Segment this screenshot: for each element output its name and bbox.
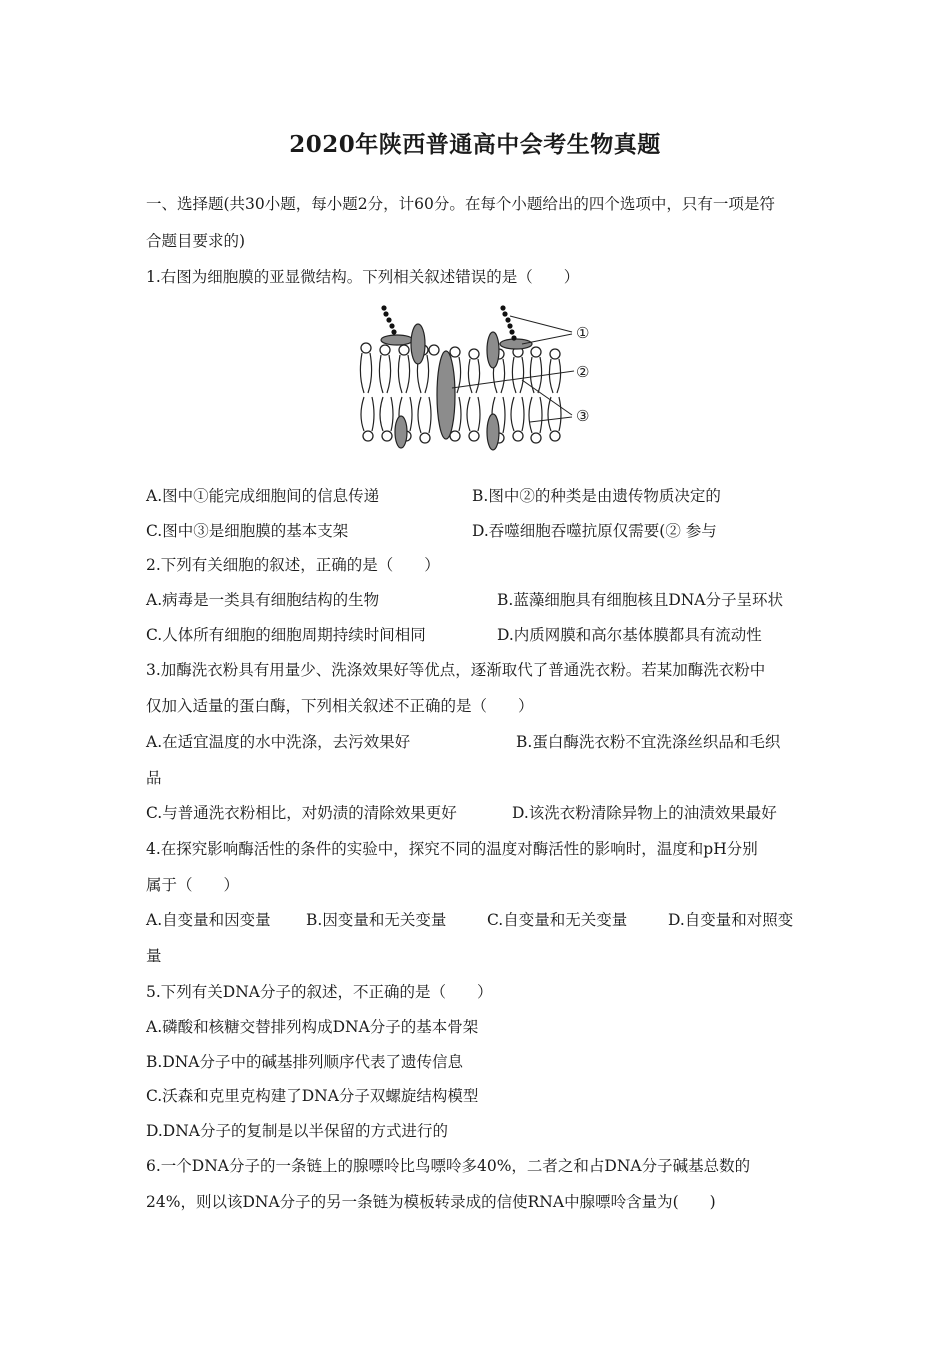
q4-option-c: C.自变量和无关变量	[487, 911, 628, 929]
q5-stem: 5.下列有关DNA分子的叙述，不正确的是（ ）	[146, 983, 493, 1001]
q5-option-b: B.DNA分子中的碱基排列顺序代表了遗传信息	[146, 1053, 464, 1071]
q2-option-d: D.内质网膜和高尔基体膜都具有流动性	[497, 626, 762, 644]
q6-stem-line2: 24%，则以该DNA分子的另一条链为模板转录成的信使RNA中腺嘌呤含量为( )	[146, 1193, 716, 1211]
q1-option-d: D.吞噬细胞吞噬抗原仅需要(② 参与	[472, 522, 717, 540]
q3-option-d: D.该洗衣粉清除异物上的油渍效果最好	[512, 804, 777, 822]
section-instruction-line1: 一、选择题(共30小题，每小题2分，计60分。在每个小题给出的四个选项中，只有一项是符	[146, 195, 775, 213]
q4-stem-line1: 4.在探究影响酶活性的条件的实验中，探究不同的温度对酶活性的影响时，温度和pH分别	[146, 840, 758, 858]
q2-option-c: C.人体所有细胞的细胞周期持续时间相同	[146, 626, 426, 644]
q5-option-a: A.磷酸和核糖交替排列构成DNA分子的基本骨架	[146, 1018, 479, 1036]
q3-option-c: C.与普通洗衣粉相比，对奶渍的清除效果更好	[146, 804, 457, 822]
q6-stem-line1: 6.一个DNA分子的一条链上的腺嘌呤比鸟嘌呤多40%，二者之和占DNA分子碱基总数的	[146, 1157, 751, 1175]
q4-option-a: A.自变量和因变量	[146, 911, 271, 929]
figure-label-1: ①	[576, 324, 590, 342]
q3-option-b: B.蛋白酶洗衣粉不宜洗涤丝织品和毛织	[516, 733, 781, 751]
q5-option-d: D.DNA分子的复制是以半保留的方式进行的	[146, 1122, 448, 1140]
q1-option-c: C.图中③是细胞膜的基本支架	[146, 522, 349, 540]
q2-option-a: A.病毒是一类具有细胞结构的生物	[146, 591, 380, 609]
q1-option-a: A.图中①能完成细胞间的信息传递	[146, 487, 380, 505]
q3-option-a: A.在适宜温度的水中洗涤，去污效果好	[146, 733, 411, 751]
page-title: 2020年陕西普通高中会考生物真题	[289, 131, 661, 158]
figure-label-2: ②	[576, 363, 590, 381]
q2-option-b: B.蓝藻细胞具有细胞核且DNA分子呈环状	[497, 591, 784, 609]
figure-label-3: ③	[576, 407, 590, 425]
q4-option-d: D.自变量和对照变	[668, 911, 794, 929]
q3-stem-line1: 3.加酶洗衣粉具有用量少、洗涤效果好等优点，逐渐取代了普通洗衣粉。若某加酶洗衣粉中	[146, 661, 766, 679]
q3-stem-line2: 仅加入适量的蛋白酶，下列相关叙述不正确的是（ ）	[146, 697, 534, 715]
q3-option-b-cont: 品	[146, 769, 162, 787]
q4-option-d-cont: 量	[146, 947, 162, 965]
q1-stem: 1.右图为细胞膜的亚显微结构。下列相关叙述错误的是（ ）	[146, 268, 580, 286]
section-instruction-line2: 合题目要求的)	[146, 232, 246, 250]
q4-stem-line2: 属于（ ）	[146, 876, 240, 894]
q4-option-b: B.因变量和无关变量	[306, 911, 447, 929]
q2-stem: 2.下列有关细胞的叙述，正确的是（ ）	[146, 556, 440, 574]
q5-option-c: C.沃森和克里克构建了DNA分子双螺旋结构模型	[146, 1087, 479, 1105]
q1-option-b: B.图中②的种类是由遗传物质决定的	[472, 487, 721, 505]
cell-membrane-figure	[352, 300, 602, 460]
